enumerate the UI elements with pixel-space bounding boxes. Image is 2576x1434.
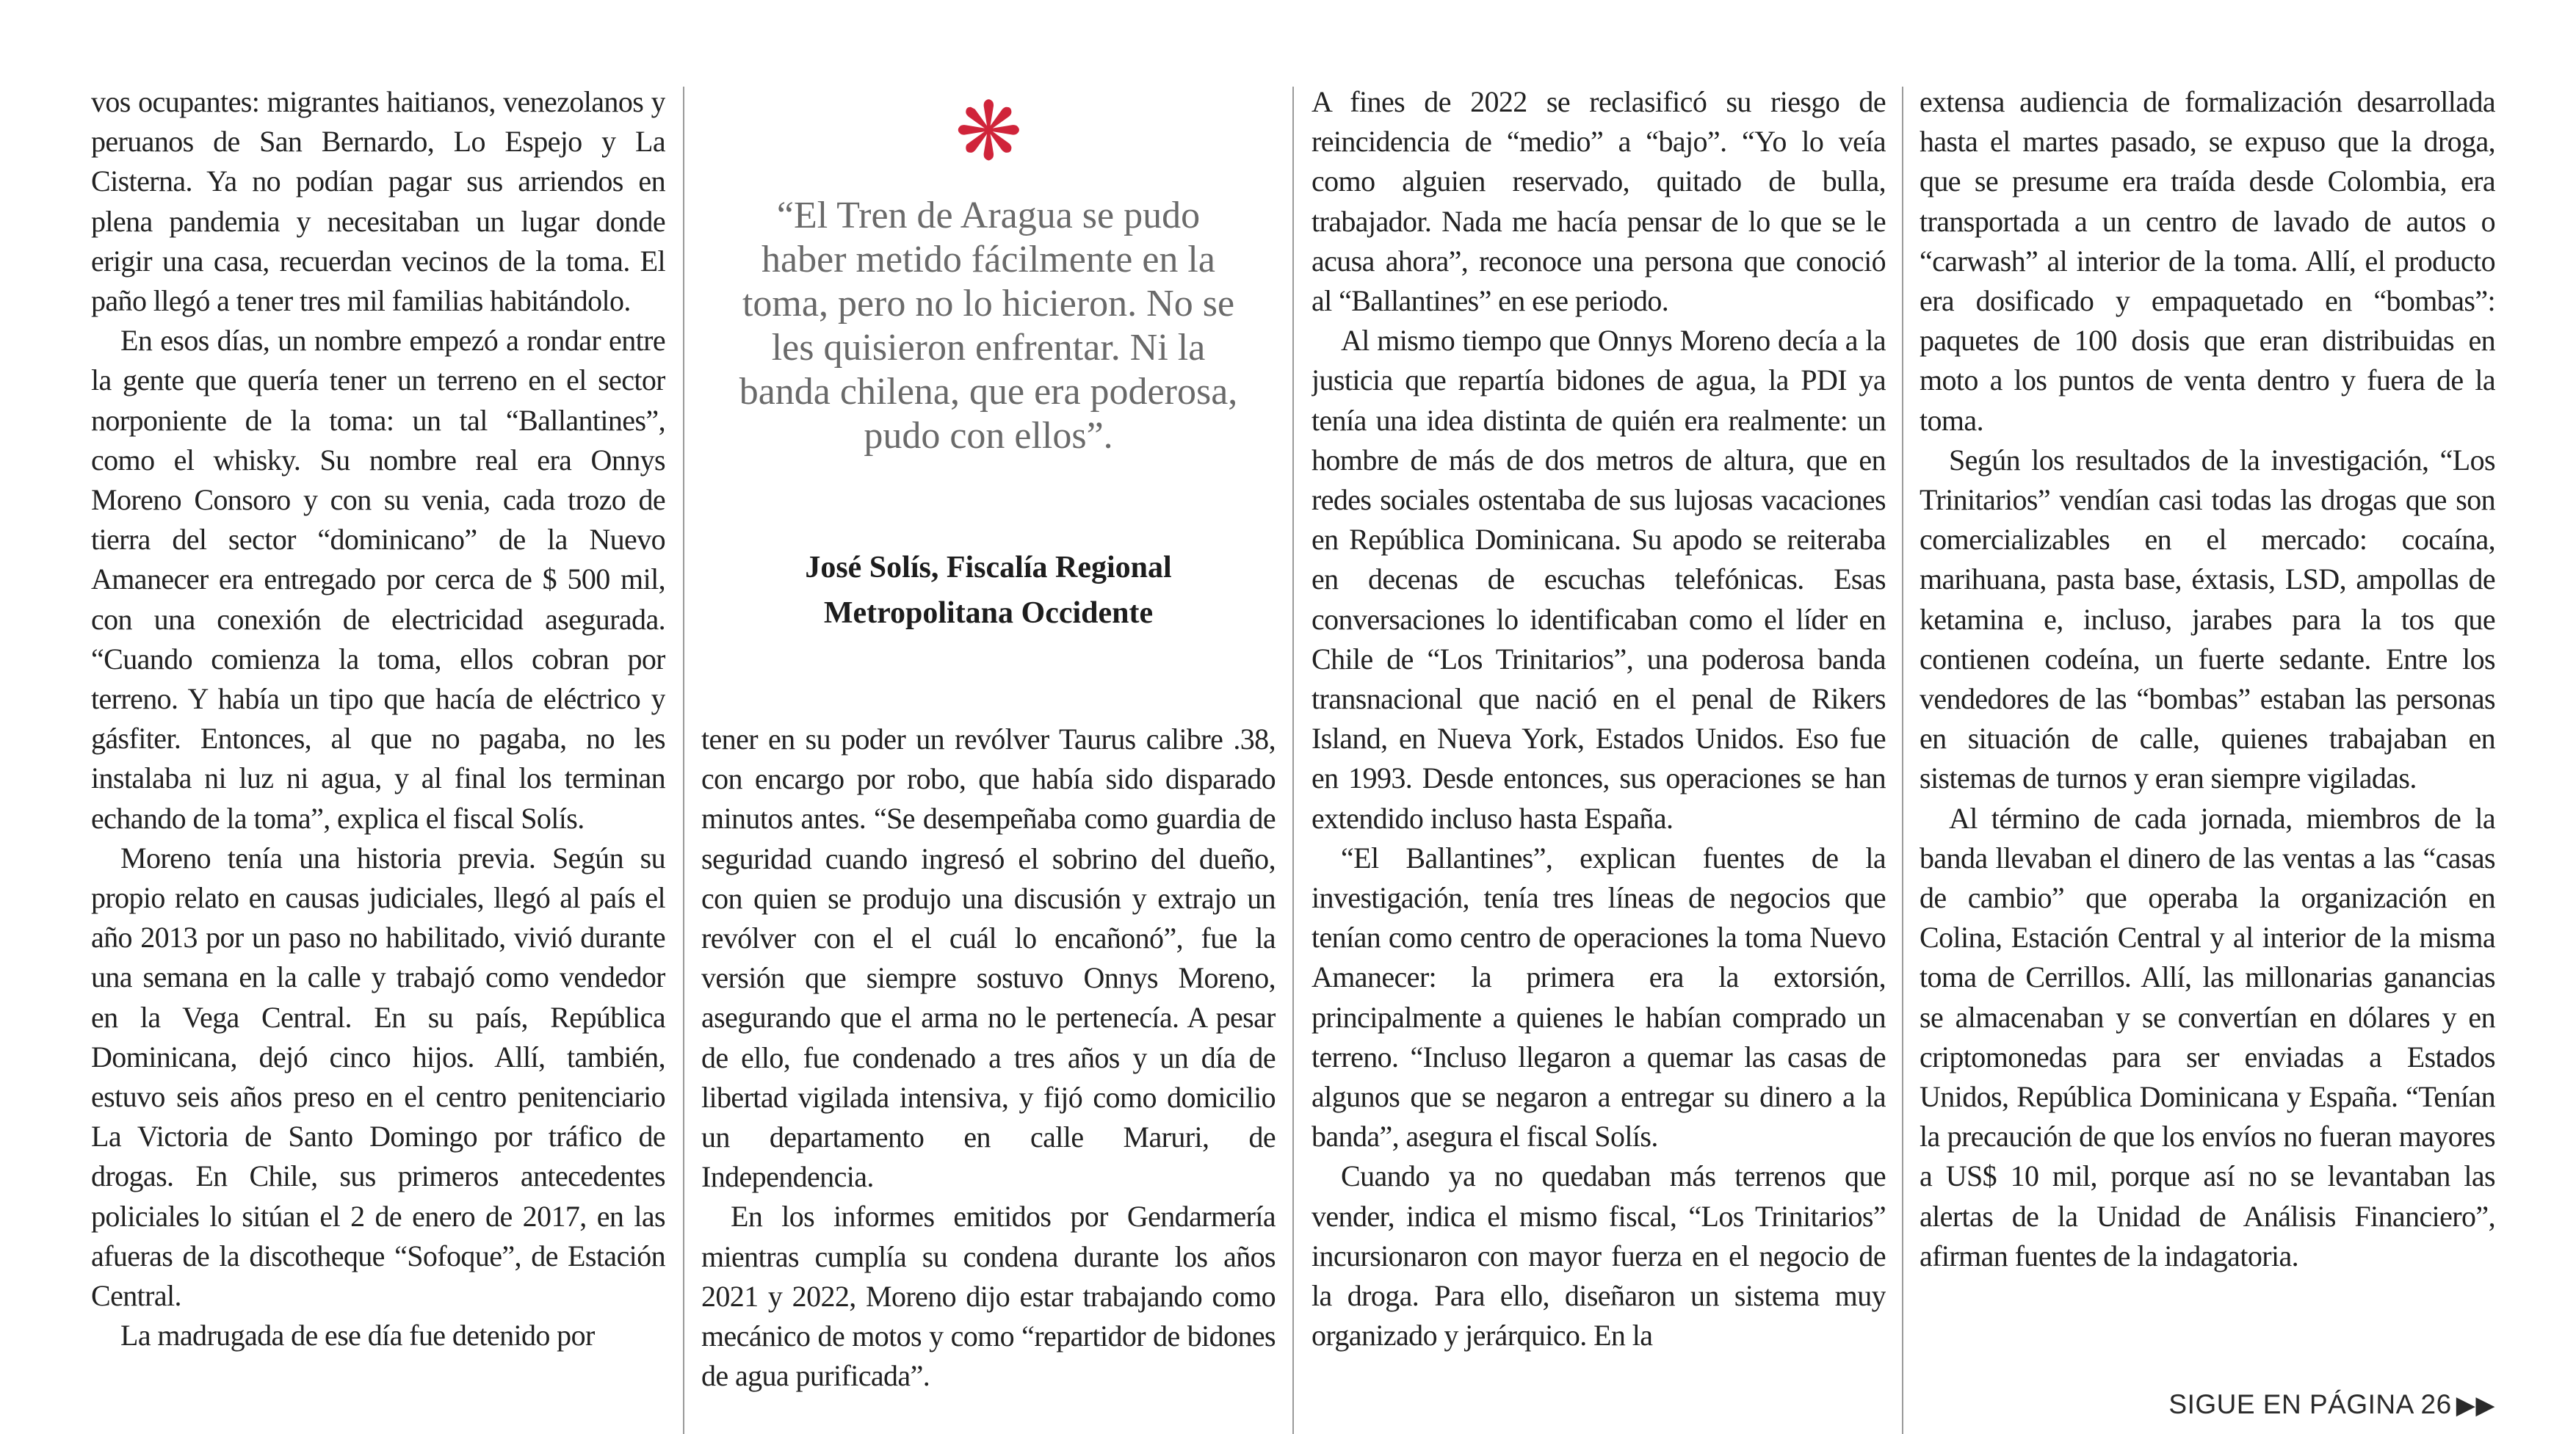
column-divider xyxy=(683,87,684,1434)
pull-quote-author-name: José Solís, Fiscalía Regional xyxy=(805,551,1172,584)
paragraph: tener en su poder un revólver Taurus calibre .38, con encargo por robo, que había sido disparado minutos antes. “Se desempeñaba como guardia de seguridad cuando ingresó el sobrino del dueño, con quien se produjo una discusión y extrajo un revólver con el el cuál lo encañonó”, fue la versión que siempre sostuvo Onnys Moreno, asegurando que el arma no le pertenecía. A pesar de ello, fue condenado a tres años y un día de libertad vigilada intensiva, y fijó como domicilio un departamento en calle Maruri, de Independencia. xyxy=(701,723,1276,1194)
paragraph: En los informes emitidos por Gendarmería mientras cumplía su condena durante los años 2021 y 2022, Moreno dijo estar trabajando como mecánico de motos y como “repartidor de bidones de agua purificada”. xyxy=(701,1200,1276,1393)
double-arrow-icon: ▶▶ xyxy=(2456,1391,2495,1419)
column-divider xyxy=(1902,87,1903,1434)
asterisk-icon: ❋ xyxy=(955,84,1022,178)
continue-on-page[interactable] xyxy=(2115,1386,2495,1424)
article-column-2 xyxy=(701,82,1276,1432)
article-column-4 xyxy=(1920,82,2495,1432)
paragraph: La madrugada de ese día fue detenido por xyxy=(120,1319,595,1352)
paragraph: “El Ballantines”, explican fuentes de la investigación, tenía tres líneas de negocios que tenían como centro de operaciones la toma Nuevo Amanecer: la primera era la extorsión, principalmente a quienes le habían comprado un terreno. “Incluso llegaron a quemar las casas de algunos que se negaron a entregar su dinero a la banda”, asegura el fiscal Solís. xyxy=(1311,841,1886,1154)
paragraph: extensa audiencia de formalización desarrollada hasta el martes pasado, se expuso que la droga, que se presume era traída desde Colombia, era transportada a un centro de lavado de autos o “carwash” al interior de la toma. Allí, el producto era dosificado y empaquetado en “bombas”: paquetes de 100 dosis que eran distribuidas en moto a los puntos de venta dentro y fuera de la toma. xyxy=(1920,85,2495,437)
paragraph: Al término de cada jornada, miembros de la banda llevaban el dinero de las ventas a las “casas de cambio” que operaba la organización en Colina, Estación Central y al interior de la misma toma de Cerrillos. Allí, las millonarias ganancias se almacenaban y se convertían en dólares y en criptomonedas para ser enviadas a Estados Unidos, República Dominicana y España. “Tenían la precaución de que los envíos no fueran mayores a US$ 10 mil, porque así no se levantaban las alertas de la Unidad de Análisis Financiero”, afirman fuentes de la indagatoria. xyxy=(1920,801,2495,1272)
paragraph: Moreno tenía una historia previa. Según su propio relato en causas judiciales, llegó al país el año 2013 por un paso no habilitado, vivió durante una semana en la calle y trabajó como vendedor en la Vega Central. En su país, República Dominicana, dejó cinco hijos. Allí, también, estuvo seis años preso en el centro penitenciario La Victoria de Santo Domingo por tráfico de drogas. En Chile, sus primeros antecedentes policiales lo sitúan el 2 de enero de 2017, en las afueras de la discotheque “Sofoque”, de Estación Central. xyxy=(91,841,665,1313)
pull-quote-text: “El Tren de Aragua se pudo haber metido fácilmente en la toma, pero no lo hicieron. No se les quisieron enfrentar. Ni la banda chilena, que era poderosa, pudo con ellos”. xyxy=(739,195,1238,457)
pull-quote-author-title: Metropolitana Occidente xyxy=(823,596,1154,630)
paragraph: vos ocupantes: migrantes haitianos, venezolanos y peruanos de San Bernardo, Lo Espejo y La Cisterna. Ya no podían pagar sus arriendos en plena pandemia y necesitaban un lugar donde erigir una casa, recuerdan vecinos de la toma. El paño llegó a tener tres mil familias habitándolo. xyxy=(91,85,665,318)
pull-quote xyxy=(701,82,1276,699)
column-2-body xyxy=(701,720,1276,1396)
paragraph: A fines de 2022 se reclasificó su riesgo de reincidencia de “medio” a “bajo”. “Yo lo veía como alguien reservado, quitado de bulla, trabajador. Nada me hacía pensar de lo que se le acusa ahora”, reconoce una persona que conoció al “Ballantines” en ese periodo. xyxy=(1311,85,1886,318)
pull-quote-author xyxy=(734,545,1242,636)
continue-label: SIGUE EN PÁGINA 26 xyxy=(2168,1389,2452,1419)
paragraph: Según los resultados de la investigación, “Los Trinitarios” vendían casi todas las drogas que son comercializables en el mercado: cocaína, marihuana, pasta base, éxtasis, LSD, ampollas de ketamina e, incluso, jarabes para la tos que contienen codeína, un fuerte sedante. Entre los vendedores de las “bombas” estaban las personas en situación de calle, quienes trabajaban en sistemas de turnos y eran siempre vigiladas. xyxy=(1920,443,2495,795)
article-column-1 xyxy=(91,82,665,1432)
article-column-3 xyxy=(1311,82,1886,1432)
paragraph: En esos días, un nombre empezó a rondar entre la gente que quería tener un terreno en el sector norponiente de la toma: un tal “Ballantines”, como el whisky. Su nombre real era Onnys Moreno Consoro y con su venia, cada trozo de tierra del sector “dominicano” de la Nuevo Amanecer era entregado por cerca de $ 500 mil, con una conexión de electricidad asegurada. “Cuando comienza la toma, ellos cobran por terreno. Y había un tipo que hacía de eléctrico y gásfiter. Entonces, al que no pagaba, no les instalaba ni luz ni agua, y al final los terminan echando de la toma”, explica el fiscal Solís. xyxy=(91,324,665,835)
paragraph: Cuando ya no quedaban más terrenos que vender, indica el mismo fiscal, “Los Trinitarios” incursionaron con mayor fuerza en el negocio de la droga. Para ello, diseñaron un sistema muy organizado y jerárquico. En la xyxy=(1311,1159,1886,1352)
column-divider xyxy=(1292,87,1294,1434)
paragraph: Al mismo tiempo que Onnys Moreno decía a la justicia que repartía bidones de agua, la PDI ya tenía una idea distinta de quién era realmente: un hombre de más de dos metros de altura, que en redes sociales ostentaba de sus lujosas vacaciones en República Dominicana. Su apodo se reiteraba en decenas de escuchas telefónicas. Esas conversaciones lo identificaban como el líder en Chile de “Los Trinitarios”, una poderosa banda transnacional que nació en el penal de Rikers Island, en Nueva York, Estados Unidos. Eso fue en 1993. Desde entonces, sus operaciones se han extendido incluso hasta España. xyxy=(1311,324,1886,835)
